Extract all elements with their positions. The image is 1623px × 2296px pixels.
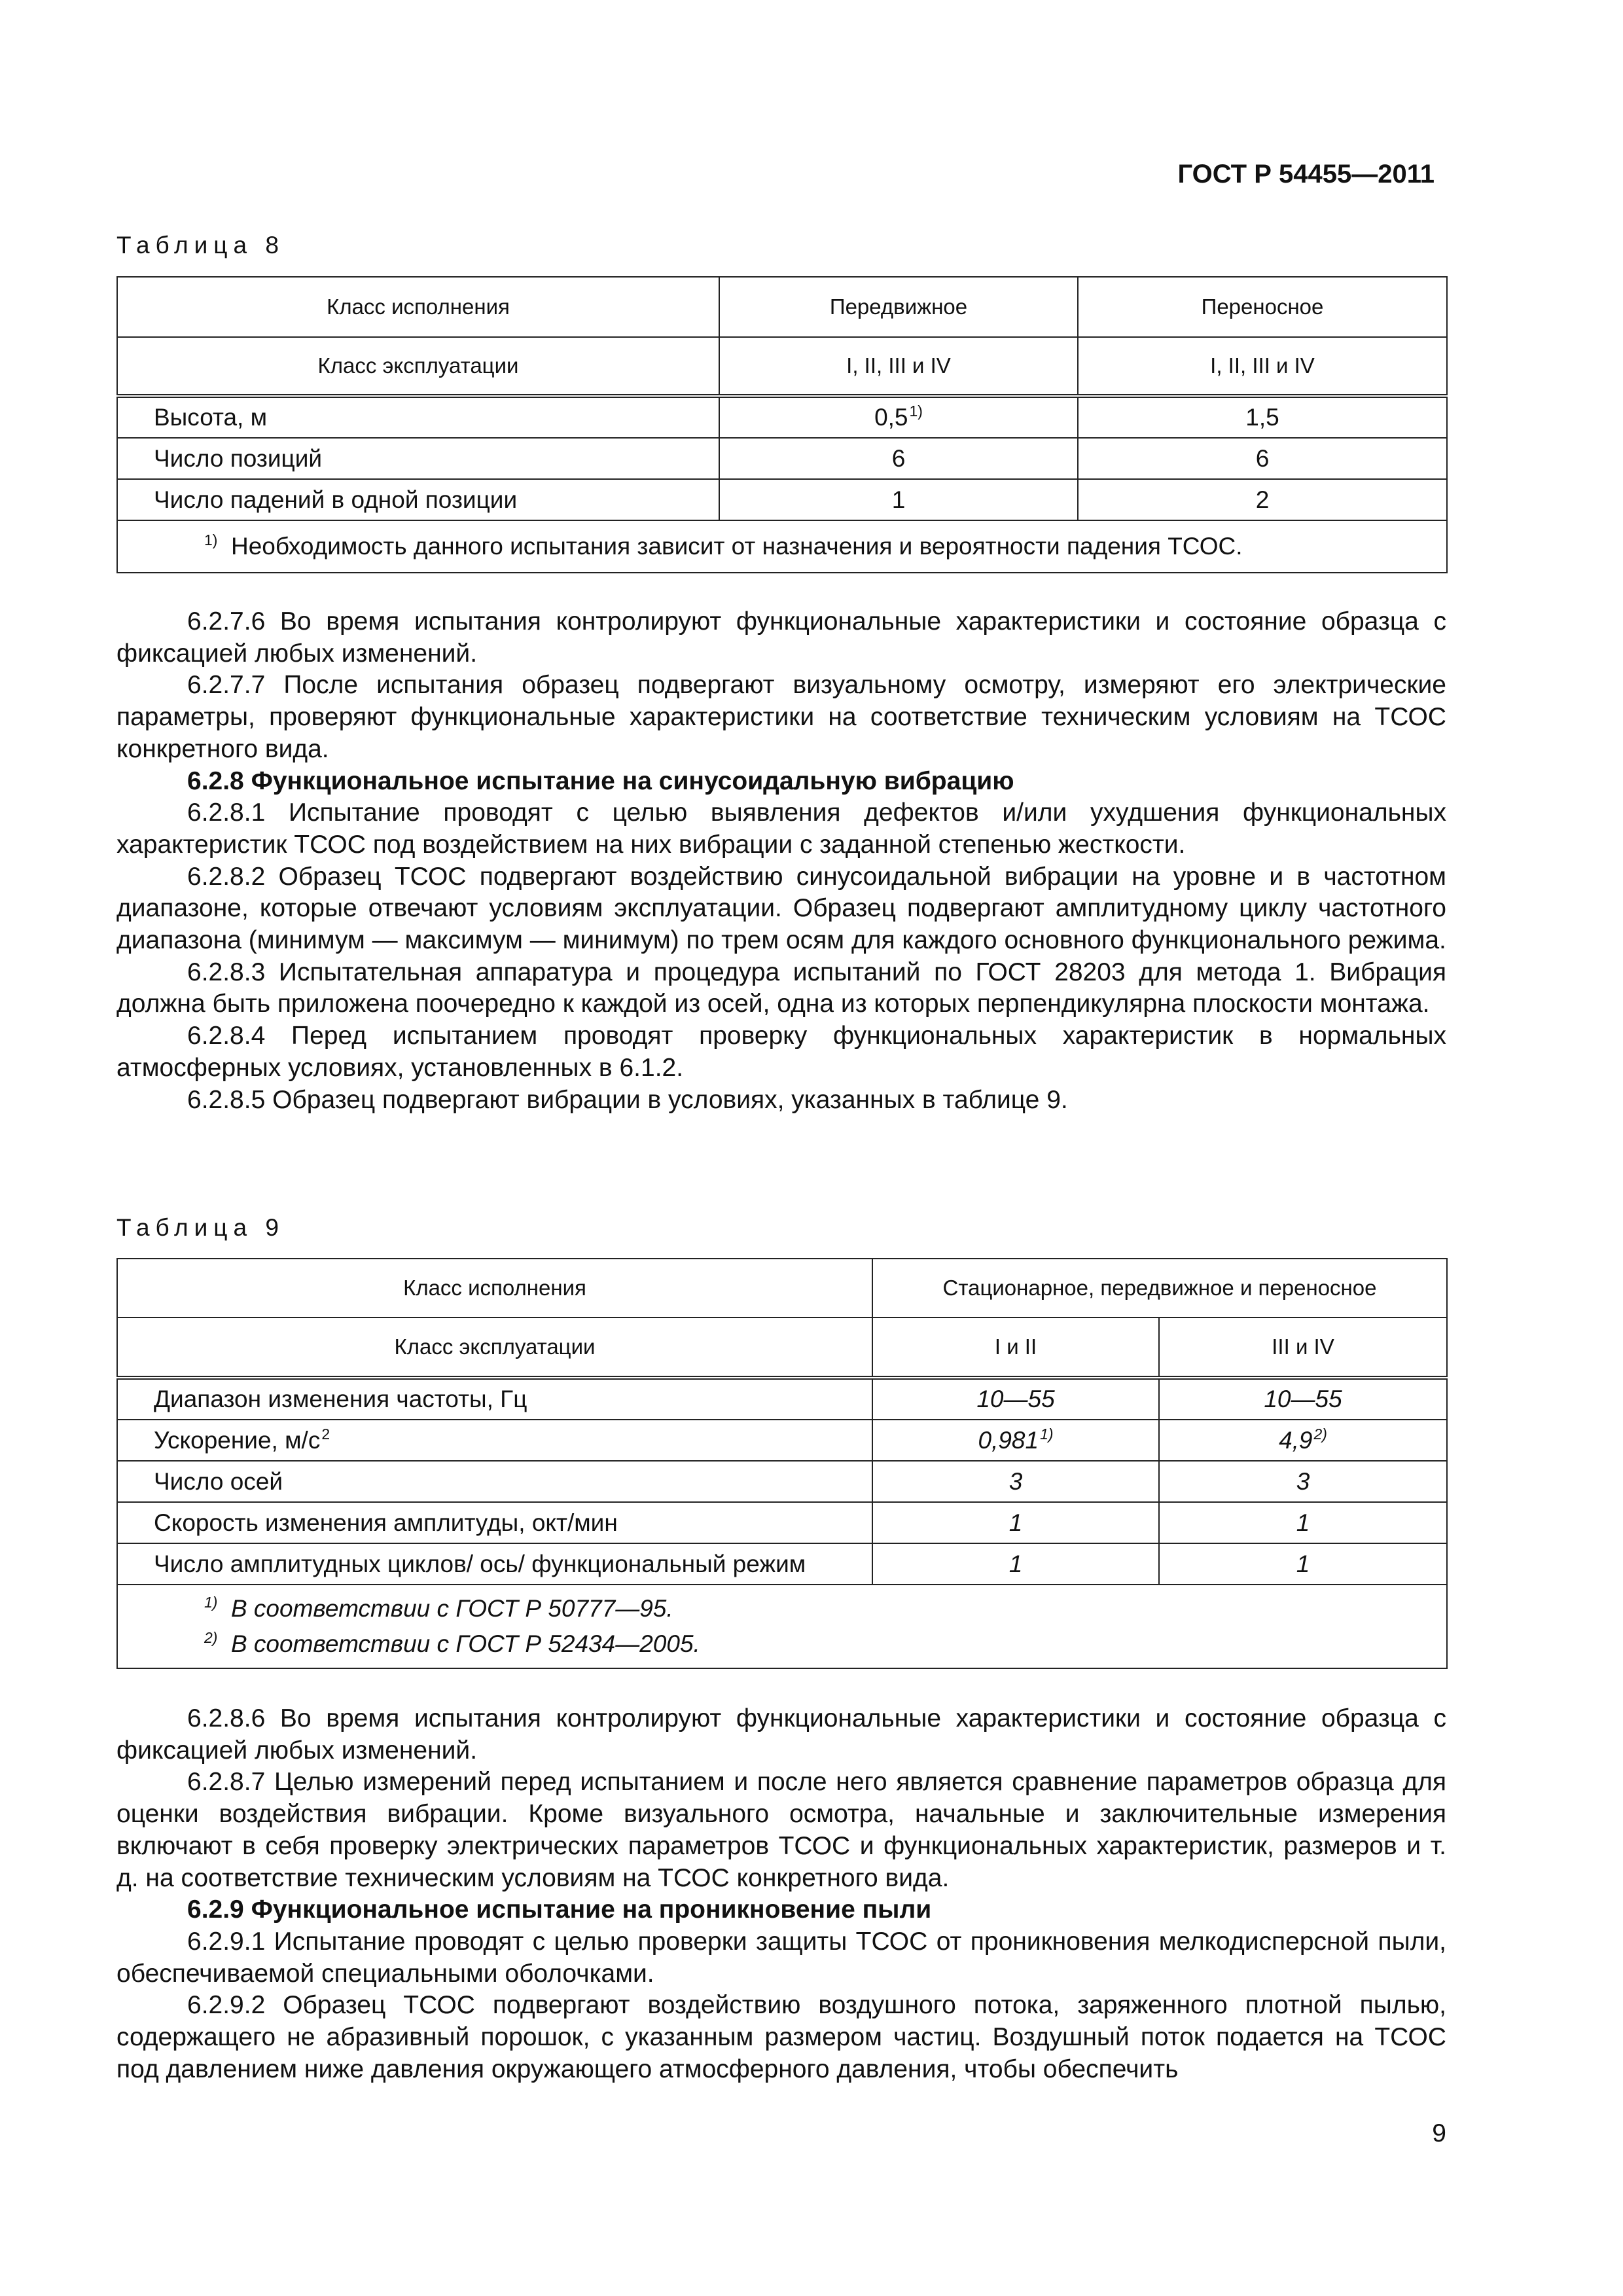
cell-value: 0,5 <box>874 404 908 431</box>
table-row <box>117 396 1447 438</box>
table9-footnotes <box>117 1585 1447 1668</box>
row-value: 6 <box>1078 438 1447 479</box>
table9-footnote-row <box>117 1585 1447 1668</box>
footnote-ref: 1) <box>909 403 923 420</box>
footnote-text: В соответствии с ГОСТ Р 52434—2005. <box>230 1630 700 1657</box>
table8-footnote <box>117 520 1447 573</box>
table9-header-row2 <box>117 1318 1447 1378</box>
row-value <box>872 1420 1159 1461</box>
section-heading: 6.2.9 Функциональное испытание на проникновение пыли <box>187 1895 932 1924</box>
row-label: Число осей <box>117 1461 872 1502</box>
table9-header-cell: I и II <box>872 1318 1159 1378</box>
paragraph: 6.2.8.7 Целью измерений перед испытанием и после него является сравнение параметров образца для оценки воздействия вибрации. Кроме визуального осмотра, начальные и заключительные измерения включают в себя проверку электрических параметров ТСОС и функциональных характеристик, размеров и т. д. на соответствие техническим условиям на ТСОС конкретного вида. <box>116 1768 1446 1892</box>
row-value: 2 <box>1078 479 1447 520</box>
footnote-line <box>203 1591 1438 1626</box>
table9-caption: Таблица 9 <box>116 1214 285 1241</box>
table8-caption: Таблица 8 <box>116 232 285 259</box>
footnote-line <box>203 1626 1438 1662</box>
row-label: Число падений в одной позиции <box>117 479 719 520</box>
cell-value: 0,981 <box>978 1426 1039 1454</box>
paragraph: 6.2.9.2 Образец ТСОС подвергают воздействию воздушного потока, заряженного плотной пылью, содержащего не абразивный порошок, с указанным размером частиц. Воздушный поток подается на ТСОС под давлением ниже давления окружающего атмосферного давления, чтобы обеспечить <box>116 1991 1446 2083</box>
paragraph: 6.2.8.6 Во время испытания контролируют функциональные характеристики и состояние образца с фиксацией любых изменений. <box>116 1704 1446 1765</box>
table9-header-cell: III и IV <box>1159 1318 1447 1378</box>
paragraph: 6.2.8.1 Испытание проводят с целью выявления дефектов и/или ухудшения функциональных характеристик ТСОС под воздействием на них вибрации с заданной степенью жесткости. <box>116 798 1446 859</box>
table-row <box>117 1502 1447 1543</box>
row-label: Число амплитудных циклов/ ось/ функциональный режим <box>117 1543 872 1585</box>
row-value: 1,5 <box>1078 396 1447 438</box>
document-header: ГОСТ Р 54455—2011 <box>1177 160 1435 188</box>
footnote-mark: 2) <box>204 1629 218 1647</box>
table-row <box>117 1461 1447 1502</box>
table8-header-cell: Передвижное <box>719 277 1078 337</box>
row-value: 1 <box>719 479 1078 520</box>
table9-header-cell: Стационарное, передвижное и переносное <box>872 1259 1447 1318</box>
section-heading: 6.2.8 Функциональное испытание на синусоидальную вибрацию <box>187 766 1014 795</box>
row-label: Диапазон изменения частоты, Гц <box>117 1378 872 1420</box>
row-label: Скорость изменения амплитуды, окт/мин <box>117 1502 872 1543</box>
paragraph: 6.2.8.5 Образец подвергают вибрации в условиях, указанных в таблице 9. <box>187 1085 1068 1114</box>
label-text: Ускорение, м/с <box>154 1426 321 1454</box>
row-value: 3 <box>1159 1461 1447 1502</box>
table-row <box>117 1420 1447 1461</box>
row-value: 3 <box>872 1461 1159 1502</box>
footnote-mark: 1) <box>204 531 218 549</box>
row-value: 1 <box>1159 1543 1447 1585</box>
row-value: 10—55 <box>872 1378 1159 1420</box>
row-value: 1 <box>1159 1502 1447 1543</box>
table8-footnote-row <box>117 520 1447 573</box>
paragraph: 6.2.8.4 Перед испытанием проводят проверку функциональных характеристик в нормальных атмосферных условиях, установленных в 6.1.2. <box>116 1022 1446 1082</box>
paragraph: 6.2.9.1 Испытание проводят с целью проверки защиты ТСОС от проникновения мелкодисперсной пыли, обеспечиваемой специальными оболочками. <box>116 1927 1446 1988</box>
table9-header-cell: Класс эксплуатации <box>117 1318 872 1378</box>
paragraph: 6.2.8.2 Образец ТСОС подвергают воздействию синусоидальной вибрации на уровне и в частотном диапазоне, которые отвечают условиям эксплуатации. Образец подвергают амплитудному циклу частотного диапазона (минимум — максимум — минимум) по трем осям для каждого основного функционального режима. <box>116 862 1446 955</box>
table8-header-cell: I, II, III и IV <box>719 337 1078 396</box>
paragraph: 6.2.8.3 Испытательная аппаратура и процедура испытаний по ГОСТ 28203 для метода 1. Вибрация должна быть приложена поочередно к каждой из осей, одна из которых перпендикулярна плоскости монтажа. <box>116 958 1446 1018</box>
row-label: Число позиций <box>117 438 719 479</box>
body-text-1 <box>116 606 1446 1116</box>
footnote-text: В соответствии с ГОСТ Р 50777—95. <box>230 1595 673 1622</box>
row-value: 6 <box>719 438 1078 479</box>
table-row <box>117 1378 1447 1420</box>
paragraph: 6.2.7.7 После испытания образец подвергают визуальному осмотру, измеряют его электрические параметры, проверяют функциональные характеристики на соответствие техническим условиям на ТСОС конкретного вида. <box>116 671 1446 763</box>
row-label <box>117 1420 872 1461</box>
table-row <box>117 1543 1447 1585</box>
table8-header-cell: I, II, III и IV <box>1078 337 1447 396</box>
table9-header-row1 <box>117 1259 1447 1318</box>
table8-header-row2 <box>117 337 1447 396</box>
row-label: Высота, м <box>117 396 719 438</box>
table9 <box>116 1258 1448 1669</box>
table8-header-cell: Переносное <box>1078 277 1447 337</box>
row-value: 10—55 <box>1159 1378 1447 1420</box>
row-value <box>719 396 1078 438</box>
table8 <box>116 276 1448 573</box>
table-row <box>117 479 1447 520</box>
footnote-ref: 2) <box>1313 1425 1327 1443</box>
footnote-ref: 1) <box>1040 1425 1054 1443</box>
row-value: 1 <box>872 1543 1159 1585</box>
table8-header-row1 <box>117 277 1447 337</box>
body-text-2 <box>116 1703 1446 2085</box>
page-number: 9 <box>1432 2119 1446 2147</box>
table-row <box>117 438 1447 479</box>
paragraph: 6.2.7.6 Во время испытания контролируют функциональные характеристики и состояние образца с фиксацией любых изменений. <box>116 607 1446 668</box>
row-value: 1 <box>872 1502 1159 1543</box>
cell-value: 4,9 <box>1279 1426 1313 1454</box>
footnote-mark: 1) <box>204 1594 218 1611</box>
table8-header-cell: Класс эксплуатации <box>117 337 719 396</box>
table9-header-cell: Класс исполнения <box>117 1259 872 1318</box>
superscript: 2 <box>321 1425 330 1443</box>
row-value <box>1159 1420 1447 1461</box>
footnote-text: Необходимость данного испытания зависит от назначения и вероятности падения ТСОС. <box>230 533 1243 560</box>
table8-header-cell: Класс исполнения <box>117 277 719 337</box>
